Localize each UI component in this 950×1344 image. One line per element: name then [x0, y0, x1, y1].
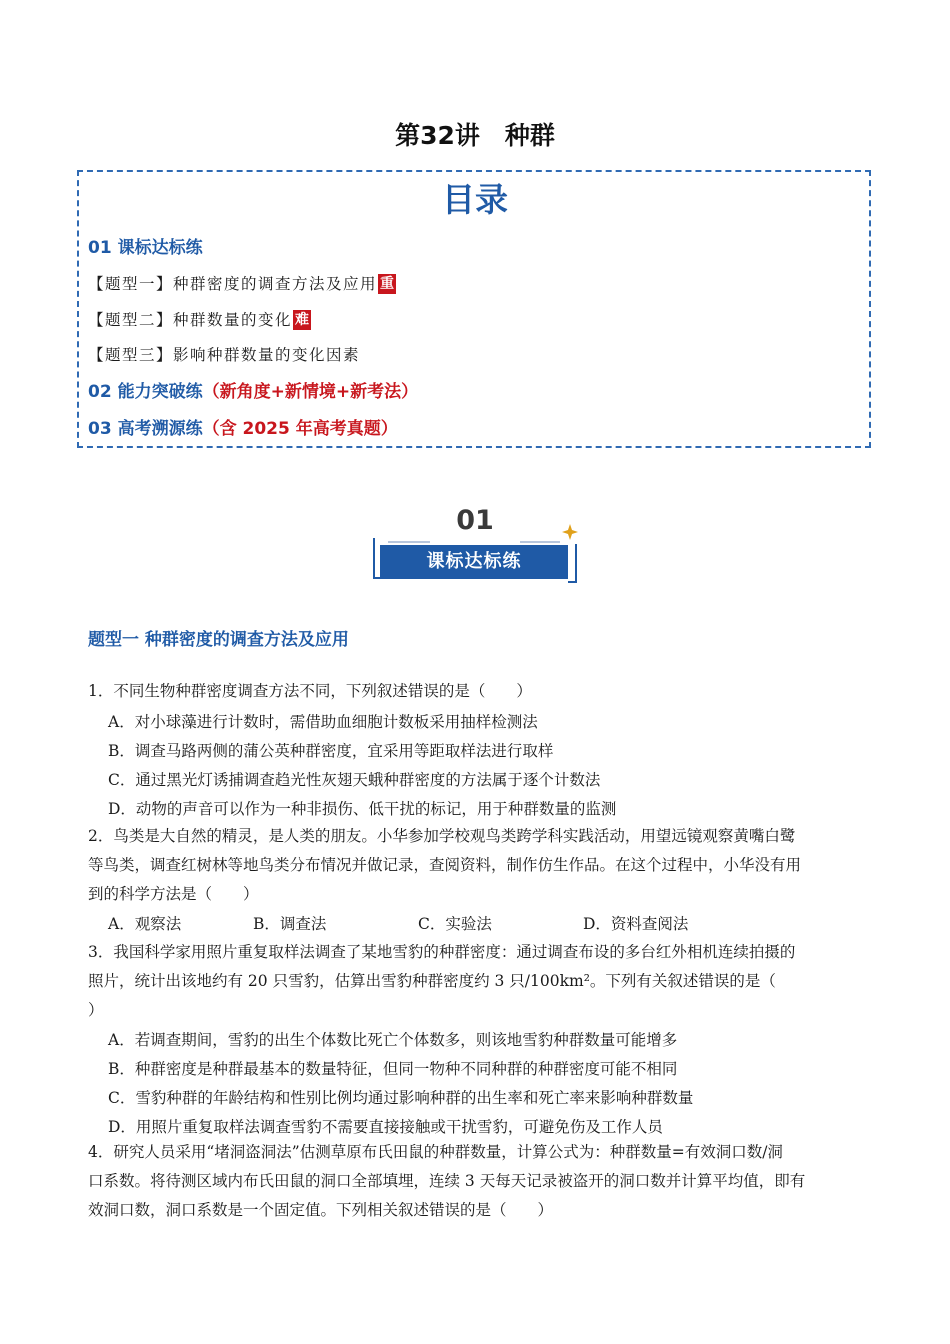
question-1-option-d[interactable]: D．动物的声音可以作为一种非损伤、低干扰的标记，用于种群数量的监测: [108, 800, 617, 818]
question-3-stem-line-1: 3．我国科学家用照片重复取样法调查了某地雪豹的种群密度：通过调查布设的多台红外相机连续拍摄的: [88, 943, 796, 961]
question-4-stem-line-1: 4．研究人员采用“堵洞盗洞法”估测草原布氏田鼠的种群数量，计算公式为：种群数量=有效洞口数/洞: [88, 1143, 783, 1161]
toc-heading: 目录: [442, 180, 508, 219]
toc-item-3[interactable]: [88, 343, 360, 365]
question-2-stem-line-3: 到的科学方法是（ ）: [88, 885, 259, 903]
question-2-option-c[interactable]: C．实验法: [418, 915, 492, 933]
page-title: 第32讲 种群: [395, 121, 555, 150]
question-3-option-b[interactable]: B．种群密度是种群最基本的数量特征，但同一物种不同种群的种群密度可能不相同: [108, 1060, 678, 1078]
question-3-option-c[interactable]: C．雪豹种群的年龄结构和性别比例均通过影响种群的出生率和死亡率来影响种群数量: [108, 1089, 694, 1107]
question-1-stem: 1．不同生物种群密度调查方法不同，下列叙述错误的是（ ）: [88, 682, 532, 700]
toc-section-2-extra: （新角度+新情境+新考法）: [202, 382, 419, 402]
sparkle-icon: [562, 524, 578, 540]
question-2-options: [108, 912, 688, 934]
question-type-heading: 题型一 种群密度的调查方法及应用: [88, 630, 349, 650]
key-point-badge: 重: [380, 276, 395, 292]
toc-section-1[interactable]: [88, 233, 203, 258]
toc-item-1[interactable]: [88, 272, 396, 294]
toc-item-1-label: 【题型一】种群密度的调查方法及应用: [88, 275, 378, 293]
toc-section-2-label: 02 能力突破练: [88, 382, 203, 402]
question-2-option-b[interactable]: B．调查法: [253, 915, 327, 933]
question-2-option-d[interactable]: D．资料查阅法: [583, 915, 689, 933]
toc-item-3-label: 【题型三】影响种群数量的变化因素: [88, 346, 361, 364]
section-number: 01: [456, 505, 494, 536]
toc-item-2-label: 【题型二】种群数量的变化: [88, 311, 293, 329]
question-1-option-a[interactable]: A．对小球藻进行计数时，需借助血细胞计数板采用抽样检测法: [108, 713, 538, 731]
toc-section-3-label: 03 高考溯源练: [88, 419, 203, 439]
toc-section-3[interactable]: [88, 414, 398, 439]
question-2-stem-line-1: 2．鸟类是大自然的精灵，是人类的朋友。小华参加学校观鸟类跨学科实践活动，用望远镜观察黄嘴白鹭: [88, 827, 796, 845]
question-2-stem-line-2: 等鸟类，调查红树林等地鸟类分布情况并做记录，查阅资料，制作仿生作品。在这个过程中，小华没有用: [88, 856, 802, 874]
banner-label: 课标达标练: [426, 551, 522, 572]
question-1-option-b[interactable]: B．调查马路两侧的蒲公英种群密度，宜采用等距取样法进行取样: [108, 742, 554, 760]
question-4-stem-line-2: 口系数。将待测区域内布氏田鼠的洞口全部填埋，连续 3 天每天记录被盗开的洞口数并计算平均值，即有: [88, 1172, 806, 1190]
question-3-option-a[interactable]: A．若调查期间，雪豹的出生个体数比死亡个体数多，则该地雪豹种群数量可能增多: [108, 1031, 678, 1049]
question-3-stem-line-3: ）: [88, 1001, 104, 1019]
toc-section-1-label: 01 课标达标练: [88, 238, 203, 258]
question-2-option-a[interactable]: A．观察法: [108, 915, 182, 933]
question-4-stem-line-3: 效洞口数，洞口系数是一个固定值。下列相关叙述错误的是（ ）: [88, 1201, 554, 1219]
question-3-stem-line-2: 照片，统计出该地约有 20 只雪豹，估算出雪豹种群密度约 3 只/100km²。下列有关叙述错误的是（: [88, 972, 776, 990]
toc-section-3-extra: （含 2025 年高考真题）: [202, 419, 398, 439]
difficult-badge: 难: [295, 312, 310, 328]
question-1-option-c[interactable]: C．通过黑光灯诱捕调查趋光性灰翅天蛾种群密度的方法属于逐个计数法: [108, 771, 601, 789]
toc-item-2[interactable]: [88, 308, 311, 330]
toc-section-2[interactable]: [88, 377, 418, 402]
question-3-option-d[interactable]: D．用照片重复取样法调查雪豹不需要直接接触或干扰雪豹，可避免伤及工作人员: [108, 1118, 663, 1136]
